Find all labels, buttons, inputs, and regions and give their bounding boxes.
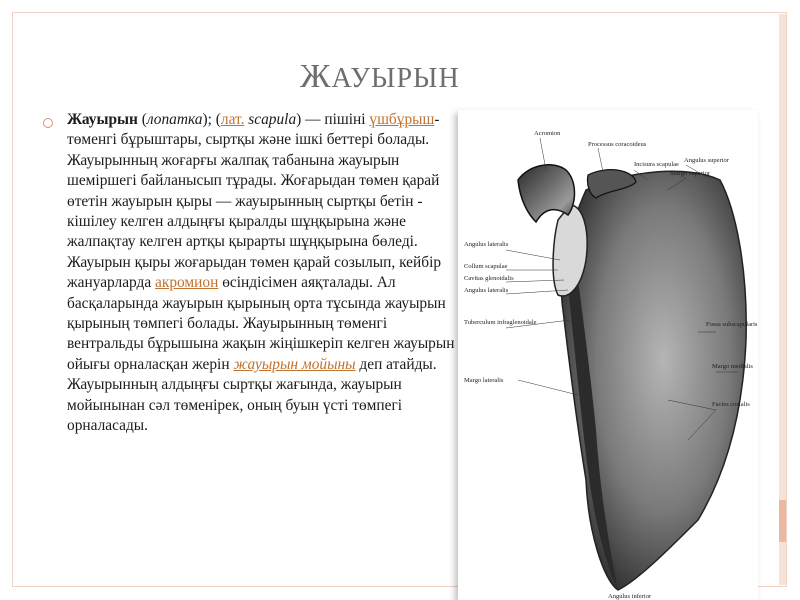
scapula-drawing bbox=[458, 110, 758, 600]
text-fragment: ( bbox=[137, 111, 147, 128]
label-angulus-lateralis: Angulus lateralis bbox=[464, 241, 509, 248]
bullet-circle-icon bbox=[43, 118, 53, 128]
label-facies: Facies costalis bbox=[712, 401, 750, 408]
text-fragment: ) — пішіні bbox=[296, 111, 370, 128]
scapula-figure bbox=[458, 110, 758, 600]
slide-title bbox=[300, 58, 460, 96]
label-acromion: Acromion bbox=[534, 130, 561, 137]
label-incisura: Incisura scapulae bbox=[634, 161, 679, 168]
moiny-link[interactable]: жауырын мойыны bbox=[233, 355, 356, 373]
label-angulus-inferior: Angulus inferior bbox=[608, 593, 652, 600]
label-cavitas: Cavitas glenoidalis bbox=[464, 275, 514, 282]
text-fragment: өсіндісімен аяқталады. Ал басқаларында жауырын қырының орта тұсында жауырын қырының төмпегі болады. Жауырынның төменгі вентральды бұрышына жақын жіңішкеріп келген жауырын ойығы орналасқан жерін bbox=[67, 274, 455, 373]
text-fragment: деп атайды. Жауырынның алдыңғы сыртқы жағында, жауырын мойынынан сәл төменірек, оның буын үсті төмпегі орналасады. bbox=[67, 355, 437, 435]
text-fragment: ); ( bbox=[202, 111, 221, 128]
akromion-link[interactable]: акромион bbox=[155, 274, 219, 292]
label-collum: Collum scapulae bbox=[464, 263, 508, 270]
acromion bbox=[518, 165, 575, 222]
label-processus: Processus coracoideus bbox=[588, 141, 647, 148]
text-fragment: -төменгі бұрыштары, сыртқы және ішкі беттері болады. Жауырынның жоғарғы жалпақ табанына жауырын шеміршегі байланысып тұрады. Жоғарыдан төмен қарай өтетін жауырын қыры — жауырынның сыртқы бетін - кішілеу келген алдыңғы қыралды шұңқырына және жалпақтау келген артқы қырарты шұңқырына бөледі. Жауырын қыры жоғарыдан төмен қарай созылып, кейбір жануарларда bbox=[67, 111, 442, 292]
title-rest: АУЫРЫН bbox=[331, 63, 460, 94]
label-margo-superior: Margo superior bbox=[670, 170, 711, 177]
lat-link[interactable]: лат. bbox=[220, 111, 245, 128]
label-tuberculum: Tuberculum infraglenoidale bbox=[464, 319, 537, 326]
label-margo-lateralis: Margo lateralis bbox=[464, 377, 504, 384]
label-fossa: Fossa subscapularis bbox=[706, 321, 758, 328]
title-first-letter: Ж bbox=[300, 58, 332, 95]
term: Жауырын bbox=[67, 111, 138, 128]
ushburysh-link[interactable]: үшбұрыш bbox=[369, 111, 435, 128]
label-angulus-superior: Angulus superior bbox=[684, 157, 729, 164]
russian-term: лопатка bbox=[146, 111, 203, 128]
label-angulus-lateralis-2: Angulus lateralis bbox=[464, 287, 509, 294]
label-margo-medialis: Margo medialis bbox=[712, 363, 753, 370]
latin-term: scapula bbox=[244, 111, 297, 128]
side-stripe-accent bbox=[779, 500, 786, 542]
body-paragraph bbox=[67, 110, 462, 437]
